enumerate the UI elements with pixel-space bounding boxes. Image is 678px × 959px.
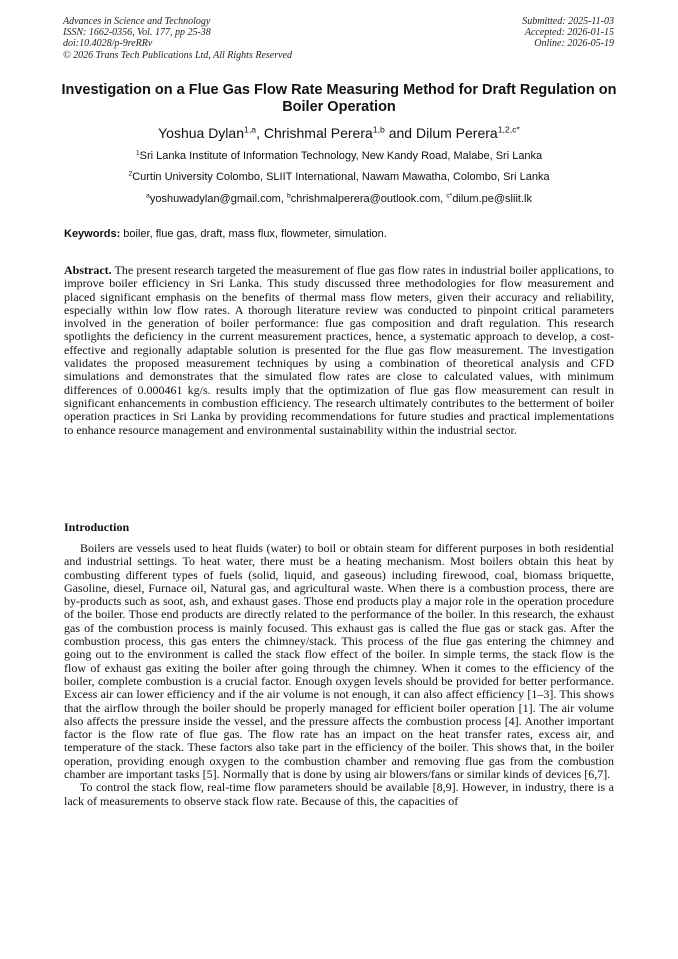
keywords [64, 228, 614, 241]
abstract-text: The present research targeted the measurement of flue gas flow rates in industrial boiler applications, to improve boiler efficiency in Sri Lanka. This study discussed three methodologies for flow measurement and placed significant emphasis on the benefits of thermal mass flow meters, given their accuracy and reliability, especially within low flow rates. A thorough literature review was conducted to pinpoint critical parameters involved in the generation of boiler performance: flue gas composition and draft regulation. This research spotlights the deficiency in the current measurement practices, hence, a systematic approach to develop, a cost-effective and regionally adaptable solution is presented for the flue gas flow measurement. The investigation validates the proposed measurement techniques by using a combination of theoretical analysis and CFD simulations and demonstrates that the simulated flow rates are close to calculated values, with minimum differences of 0.000461 kg/s. results imply that the optimization of flue gas flow measurement can result in significant enhancements in combustion efficiency. The research ultimately contributes to the betterment of boiler operation practices in Sri Lanka by providing recommendations for future studies and practical implementations to enhance resource management and environmental sustainability within the industrial sector. [64, 263, 614, 437]
introduction-body [64, 542, 614, 808]
author: Chrishmal Perera$^{1,b}$ [263, 124, 385, 141]
doi: doi:10.4028/p-9reRRv [63, 38, 153, 50]
journal-name: Advances in Science and Technology [63, 16, 211, 27]
abstract-label: Abstract. [64, 263, 112, 277]
paper-title: Investigation on a Flue Gas Flow Rate Measuring Method for Draft Regulation on Boiler Operation [61, 82, 617, 115]
copyright: © 2026 Trans Tech Publications Ltd, All Rights Reserved [63, 49, 292, 61]
accepted-date: Accepted: 2026-01-15 [524, 27, 614, 39]
section-heading-introduction: Introduction [64, 520, 130, 534]
author-list: Yoshua Dylan$^{1,a}$, Chrishmal Perera$^{1,b}$ and Dilum Perera$^{1,2,c*}$ [158, 124, 520, 141]
paragraph: To control the stack flow, real-time flow parameters should be available [8,9]. However, in industry, there is a lack of measurements to observe stack flow rate. Because of this, the capacities of [64, 780, 614, 808]
submitted-date: Submitted: 2025-11-03 [522, 16, 614, 27]
publication-dates [522, 16, 614, 50]
email-link[interactable]: $^b$chrishmalperera@outlook.com [286, 192, 441, 205]
abstract [64, 264, 614, 437]
affiliation-1: $^1$Sri Lanka Institute of Information Technology, New Kandy Road, Malabe, Sri Lanka [135, 149, 543, 162]
email-link[interactable]: $^{c*}$dilum.pe@sliit.lk [446, 192, 532, 205]
affiliation-2: $^2$Curtin University Colombo, SLIIT International, Nawam Mawatha, Colombo, Sri Lanka [128, 170, 550, 183]
issn: ISSN: 1662-0356, Vol. 177, pp 25-38 [63, 27, 211, 39]
keywords-text: boiler, flue gas, draft, mass flux, flowmeter, simulation. [120, 228, 387, 240]
author: Yoshua Dylan$^{1,a}$ [158, 124, 257, 141]
keywords-label: Keywords: [64, 228, 121, 240]
paragraph: Boilers are vessels used to heat fluids (water) to boil or obtain steam for different purposes in both residential and industrial settings. To heat water, there must be a heating mechanism. Most boilers obtain this heat by combusting different types of fuels (solid, liquid, and gaseous) including firewood, coal, biomass briquette, Gasoline, diesel, Furnace oil, Natural gas, and agricultural waste. When there is a combustion process, there are by-products such as soot, ash, and exhaust gases. Those end products play a major role in the operation procedure of the boiler. Those end products are directly related to the performance of the boiler. In this research, the exhaust gas of the combustion process is mainly focused. This exhaust gas is called the flue gas or stack gas. After the combustion process, this gas enters the chimney/stack. This process of the flue gas entering the chimney and going out to the environment is called the stack flow effect of the boiler. In simple terms, the stack flow is the flow of exhaust gas exiting the boiler after going through the chimney. When it comes to the efficiency of the boiler, complete combustion is a crucial factor. Enough oxygen levels should be provided for better performance. Excess air can lower efficiency and if the air volume is not enough, it can also affect efficiency [1–3]. This shows that the airflow through the boiler should be properly managed for efficient boiler operation [1]. The air volume also affects the pressure inside the vessel, and the pressure affects the combustion process [4]. Another important factor is the flow rate of flue gas. The flow rate has an impact on the heat transfer rates, excess air, and temperature of the stack. These factors also take part in the efficiency of the boiler. This shows that, in the boiler operation, providing enough oxygen to the combustion chamber and removing flue gas from the combustion chamber are important tasks [5]. Normally that is done by using air blowers/fans or similar kinds of devices [6,7]. [64, 541, 614, 782]
journal-info [63, 16, 292, 61]
author-emails: $^a$yoshuwadylan@gmail.com, $^b$chrishmalperera@outlook.com, $^{c*}$dilum.pe@sliit.lk [146, 192, 532, 205]
online-date: Online: 2026-05-19 [534, 38, 614, 50]
author: Dilum Perera$^{1,2,c*}$ [415, 124, 520, 141]
email-link[interactable]: $^a$yoshuwadylan@gmail.com [146, 192, 281, 205]
